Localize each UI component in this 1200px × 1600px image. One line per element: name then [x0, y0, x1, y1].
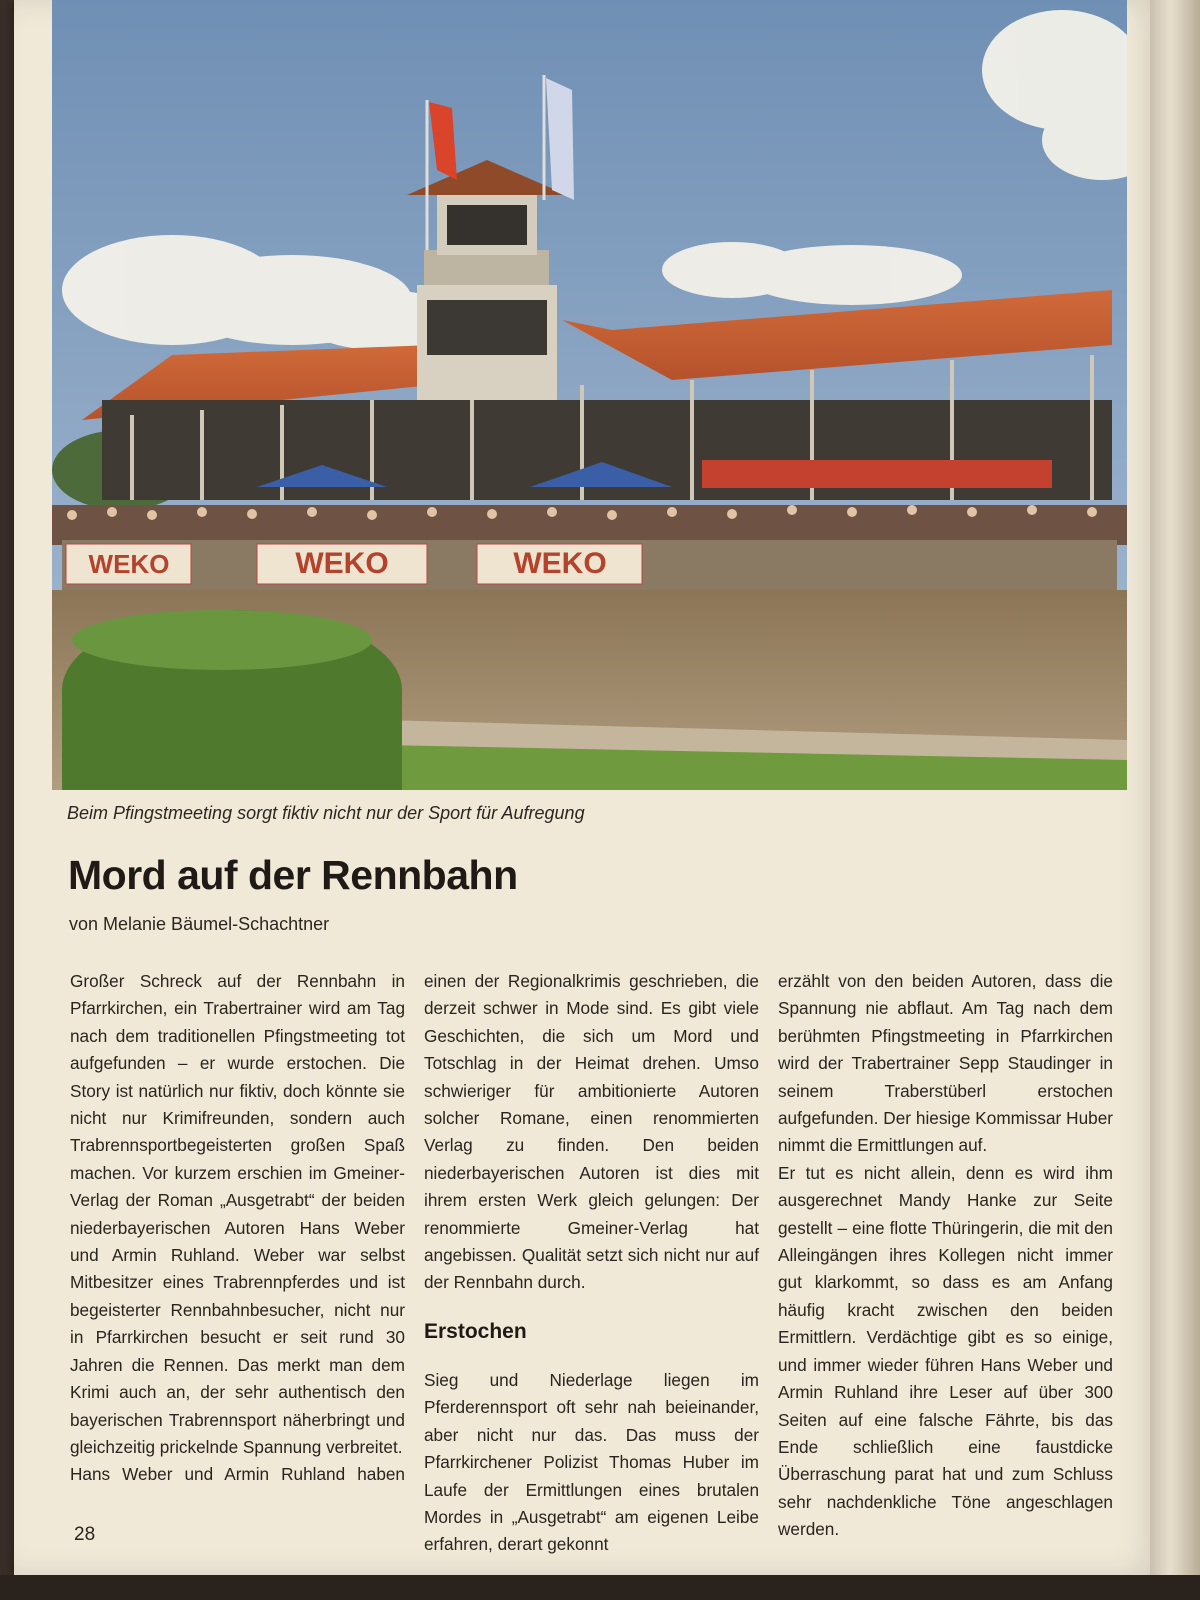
paragraph: Sieg und Niederlage liegen im Pferderennsport oft sehr nah beieinander, aber nicht nur das. Das muss der Pfarrkirchener Polizist Thomas Huber im Laufe der Ermittlungen eines brutalen Mordes in „Ausgetrabt“ am eigenen Leibe erfahren, derart gekonnt — [424, 1369, 759, 1555]
article-title: Mord auf der Rennbahn — [68, 852, 518, 898]
paragraph: Großer Schreck auf der Rennbahn in Pfarrkirchen, ein Trabertrainer wird am Tag nach dem traditionellen Pfingstmeeting tot aufgefunden – er wurde erstochen. Die Story ist natürlich nur fiktiv, doch könnte sie nicht nur Krimifreunden, sondern auch Trabrennsportbegeisterten großen Spaß machen. Vor kurzem erschien im Gmeiner-Verlag der Roman „Ausgetrabt“ der beiden niederbayerischen Autoren Hans Weber und Armin Ruhland. Weber war selbst Mitbesitzer eines Trabrennpferdes und ist begeisterter Rennbahnbesucher, nicht nur in Pfarrkirchen besucht er seit rund 30 Jahren die Rennen. Das merkt man dem Krimi auch an, der sehr authentisch den bayerischen Trabrennsport näherbringt und gleichzeitig prickelnde Spannung verbreitet. — [70, 971, 405, 1457]
page-number: 28 — [74, 1524, 96, 1545]
paragraph: erzählt von den beiden Autoren, dass die Spannung nie abflaut. Am Tag nach dem berühmten Pfingstmeeting in Pfarrkirchen wird der Trabertrainer Sepp Staudinger in seinem Traberstüberl erstochen aufgefunden. Der hiesige Kommissar Huber nimmt die Ermittlungen auf. — [778, 971, 1113, 1156]
photo-caption: Beim Pfingstmeeting sorgt fiktiv nicht nur der Sport für Aufregung — [67, 803, 585, 823]
text-column-2 — [424, 968, 759, 1559]
table-surface — [0, 1575, 1200, 1600]
page-edge — [1150, 0, 1200, 1600]
text-column-1 — [70, 968, 405, 1489]
subheading: Erstochen — [424, 1319, 527, 1343]
banner-text: WEKO — [295, 547, 389, 580]
racetrack-photo — [52, 0, 1127, 790]
banner-text: WEKO — [513, 547, 607, 580]
paragraph: Hans Weber und Armin Ruhland haben — [70, 1464, 405, 1485]
paragraph: einen der Regionalkrimis geschrieben, die derzeit schwer in Mode sind. Es gibt viele Geschichten, die sich um Mord und Totschlag in der Heimat drehen. Umso schwieriger für ambitionierte Autoren solcher Romane, einen renommierten Verlag zu finden. Den beiden niederbayerischen Autoren ist dies mit ihrem ersten Werk gleich gelungen: Der renommierte Gmeiner-Verlag hat angebissen. Qualität setzt sich nicht nur auf der Rennbahn durch. — [424, 971, 759, 1293]
text-column-3 — [778, 968, 1113, 1544]
banner-text: WEKO — [88, 549, 170, 579]
paragraph: Er tut es nicht allein, denn es wird ihm ausgerechnet Mandy Hanke zur Seite gestellt – eine flotte Thüringerin, die mit den Alleingängen ihres Kollegen nicht immer gut klarkommt, so dass es am Anfang häufig kracht zwischen den beiden Ermittlern. Verdächtige gibt es so einige, und immer wieder führen Hans Weber und Armin Ruhland ihre Leser auf über 300 Seiten auf eine falsche Fährte, bis das Ende schließlich eine faustdicke Überraschung parat hat und zum Schluss sehr nachdenkliche Töne angeschlagen werden. — [778, 1162, 1113, 1540]
article-author: von Melanie Bäumel-Schachtner — [69, 914, 330, 934]
